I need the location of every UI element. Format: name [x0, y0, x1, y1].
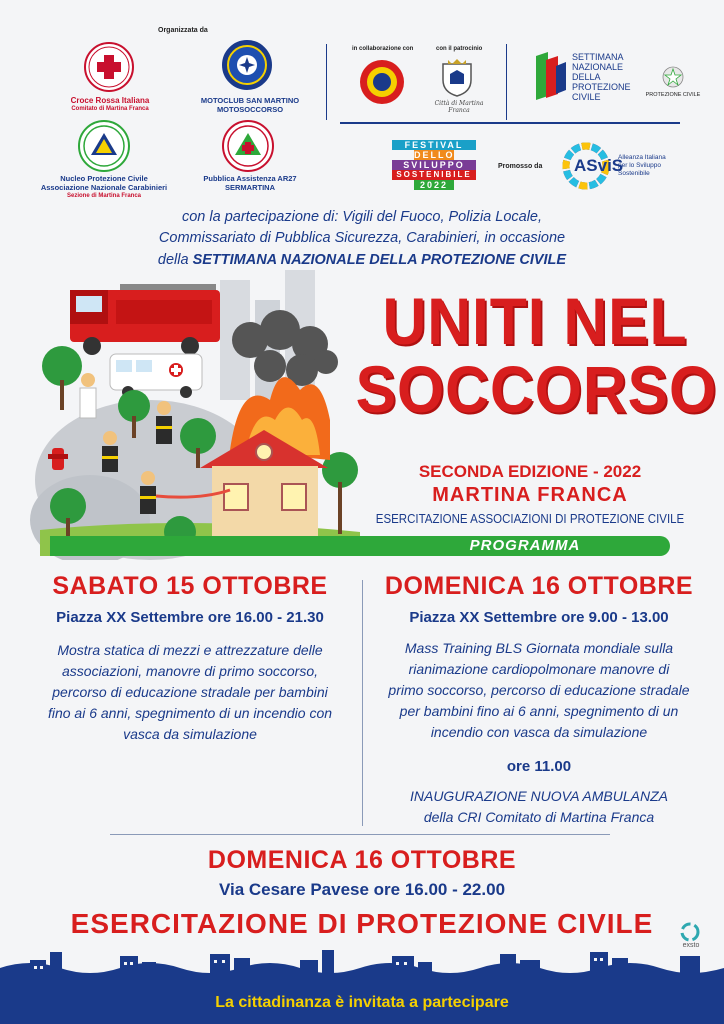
pc-caption: PROTEZIONE CIVILE: [645, 92, 701, 98]
event-title: UNITI NEL: [382, 284, 688, 358]
cri-sub: Comitato di Martina Franca: [71, 106, 149, 112]
program-label: PROGRAMMA: [469, 537, 581, 554]
city-skyline: [0, 948, 724, 990]
description-line: associazioni, manovre di primo soccorso,: [62, 663, 318, 679]
snpc-line: PROTEZIONE: [572, 82, 631, 92]
npc-sub2: Sezione di Martina Franca: [66, 192, 142, 199]
motoclub-logo: [222, 40, 272, 90]
description-line: per bambini fino ai 6 anni, spegnimento di un: [399, 703, 679, 719]
cri-name: Croce Rossa Italiana: [70, 96, 150, 105]
collab-label: in collaborazione con: [352, 46, 414, 52]
sunday-description: [364, 638, 714, 743]
sunday-pm-place: Via Cesare Pavese ore 16.00 - 22.00: [218, 880, 506, 899]
intro-line: con la partecipazione di: Vigili del Fuoco, Polizia Locale,: [181, 209, 543, 225]
edition-label: SECONDA EDIZIONE - 2022: [418, 462, 642, 481]
italy-emblem: [662, 66, 684, 88]
motoclub-emblem-icon: [225, 43, 269, 87]
npc-logo: [78, 120, 130, 172]
sunday-day: DOMENICA 16 OTTOBRE: [384, 572, 694, 600]
comune-logo: [440, 58, 474, 98]
exsto-icon: [680, 922, 700, 942]
city-label: MARTINA FRANCA: [432, 484, 628, 506]
pa-name: Pubblica Assistenza AR27: [203, 174, 297, 183]
description-line: fino ai 6 anni, spegnimento di un incendio con: [47, 705, 333, 721]
header-divider: [506, 44, 507, 120]
organized-by-label: Organizzata da: [158, 27, 208, 34]
festival-line: 2022: [414, 180, 454, 190]
program-banner: [50, 536, 670, 556]
saturday-place: Piazza XX Settembre ore 16.00 - 21.30: [56, 609, 324, 626]
inauguration-title: INAUGURAZIONE NUOVA AMBULANZA: [409, 788, 668, 804]
patronage-label: con il patrocinio: [436, 46, 483, 52]
description-line: incendio con vasca da simulazione: [430, 724, 648, 740]
description-line: vasca da simulazione: [123, 726, 257, 742]
cri-caption: [40, 96, 180, 114]
red-cross-icon: [87, 45, 131, 89]
saturday-description: [20, 640, 360, 745]
snpc-logo: [534, 50, 568, 102]
sunday-time2: ore 11.00: [506, 758, 572, 775]
footer-banner: [0, 988, 724, 1024]
asvis-tag: per lo Sviluppo: [618, 162, 661, 169]
civil-protection-seal-icon: [358, 58, 406, 106]
event-subtitle: ESERCITAZIONE ASSOCIAZIONI DI PROTEZIONE CIVILE: [375, 512, 685, 526]
credit-label: exsto: [682, 942, 700, 949]
promoted-label: Promosso da: [498, 163, 543, 170]
star-emblem-icon: [662, 66, 684, 88]
festival-line: SOSTENIBILE: [392, 170, 476, 180]
comune-caption: Città di Martina Franca: [434, 100, 484, 114]
asvis-tag: Sostenibile: [618, 170, 650, 177]
festival-line: SVILUPPO: [392, 160, 476, 170]
doctor: [80, 373, 96, 418]
column-divider: [362, 580, 363, 826]
snpc-text: [572, 52, 631, 102]
motoclub-caption: [180, 96, 320, 115]
description-line: primo soccorso, percorso di educazione stradale: [388, 682, 690, 698]
snpc-line: SETTIMANA: [572, 52, 624, 62]
pa-caption: [180, 174, 320, 193]
snpc-line: DELLA: [572, 72, 601, 82]
cri-logo: [84, 42, 134, 92]
section-divider: [110, 834, 610, 835]
description-line: rianimazione cardiopolmonare manovre di: [408, 661, 670, 677]
snpc-tricolor-icon: [534, 50, 568, 102]
pa-sub: SERMARTINA: [225, 183, 275, 193]
intro-line: [0, 250, 724, 271]
sunday-pm-day: DOMENICA 16 OTTOBRE: [207, 846, 517, 874]
event-title: SOCCORSO: [355, 352, 718, 426]
npc-name: Nucleo Protezione Civile: [60, 174, 148, 183]
saturday-day: SABATO 15 OTTOBRE: [52, 572, 328, 600]
snpc-line: NAZIONALE: [572, 62, 624, 72]
intro-text: della: [157, 252, 193, 268]
emergency-illustration: [30, 270, 370, 560]
asvis-name: ASviS: [574, 156, 624, 175]
asvis-tag: Alleanza Italiana: [618, 154, 666, 161]
footer-text: La cittadinanza è invitata a partecipare: [215, 994, 509, 1011]
intro-highlight: SETTIMANA NAZIONALE DELLA PROTEZIONE CIVILE: [192, 252, 567, 268]
ambulance: [110, 354, 202, 398]
pa-emblem-icon: [226, 124, 270, 168]
snpc-line: CIVILE: [572, 92, 601, 102]
moto-name: MOTOCLUB SAN MARTINO: [200, 96, 300, 105]
festival-line: DELLO: [414, 150, 455, 160]
festival-logo: [392, 140, 476, 192]
festival-line: FESTIVAL: [392, 140, 476, 150]
coat-of-arms-icon: [440, 58, 474, 98]
description-line: percorso di educazione stradale per bambini: [52, 684, 328, 700]
asvis-tagline: [618, 154, 666, 178]
fire-truck: [70, 284, 220, 355]
inauguration-sub: della CRI Comitato di Martina Franca: [423, 809, 655, 825]
pa-logo: [222, 120, 274, 172]
triangle-emblem-icon: [82, 124, 126, 168]
header-divider: [326, 44, 327, 120]
exsto-logo: [680, 922, 700, 942]
sunday-pm-title: ESERCITAZIONE DI PROTEZIONE CIVILE: [70, 908, 654, 939]
moto-sub: MOTOSOCCORSO: [216, 105, 284, 115]
npc-caption: [24, 174, 184, 200]
description-line: Mostra statica di mezzi e attrezzature delle: [57, 642, 323, 658]
header-rule: [340, 122, 680, 124]
intro-line: Commissariato di Pubblica Sicurezza, Carabinieri, in occasione: [158, 230, 566, 246]
sunday-place: Piazza XX Settembre ore 9.00 - 13.00: [409, 609, 669, 626]
description-line: Mass Training BLS Giornata mondiale sulla: [404, 640, 674, 656]
collab-logo: [358, 58, 406, 106]
npc-sub1: Associazione Nazionale Carabinieri: [40, 183, 168, 193]
